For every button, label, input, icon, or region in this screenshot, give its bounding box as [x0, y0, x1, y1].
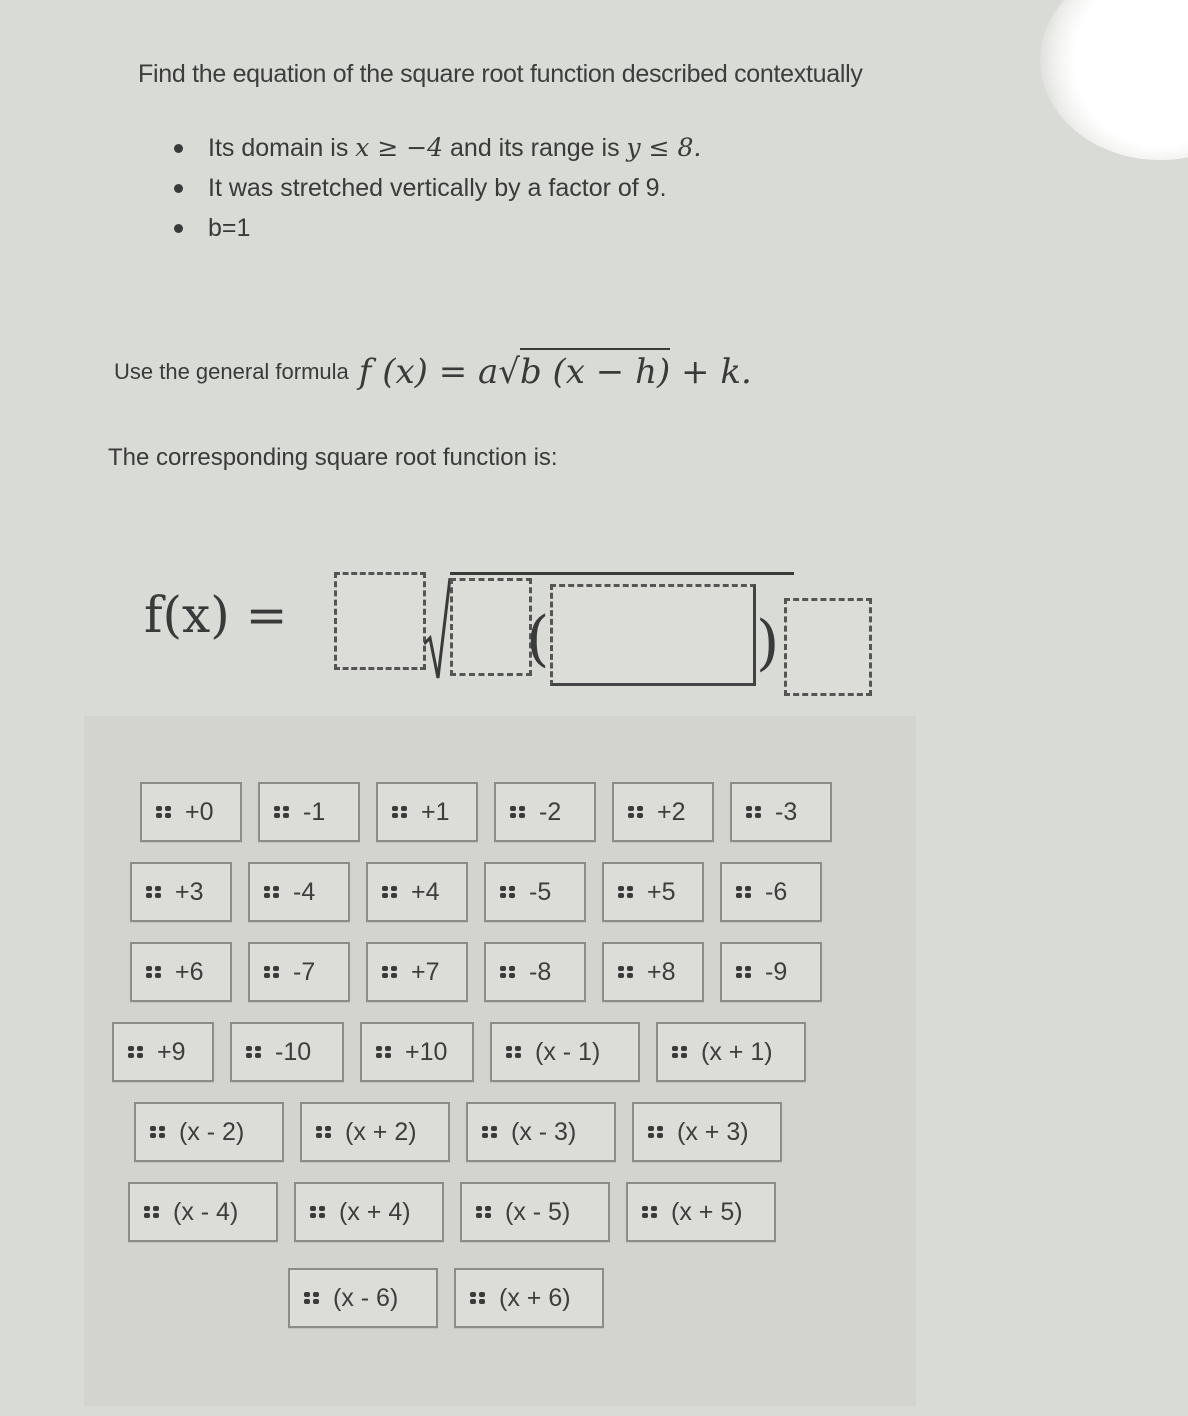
drop-slot-k[interactable]: [784, 598, 872, 696]
formula-expression: f (x) = a√b (x − h) + k.: [359, 352, 752, 392]
radical-bar: [450, 572, 794, 575]
tile-label: -8: [529, 957, 552, 986]
condition-domain-range: Its domain is x ≥ −4 and its range is y ≤ 8.: [172, 128, 701, 168]
drag-handle-icon[interactable]: [316, 1126, 331, 1138]
drag-handle-icon[interactable]: [128, 1046, 143, 1058]
tile-label: +1: [421, 797, 450, 826]
drop-slot-x-minus-h[interactable]: [550, 584, 756, 686]
condition-stretch: It was stretched vertically by a factor of 9.: [172, 168, 701, 208]
drag-handle-icon[interactable]: [510, 806, 525, 818]
open-paren: (: [526, 604, 550, 674]
tile-label: -4: [293, 877, 316, 906]
draggable-tile[interactable]: [130, 862, 232, 922]
formula-prefix: Use the general formula: [114, 359, 349, 384]
drag-handle-icon[interactable]: [156, 806, 171, 818]
range-expression: y ≤ 8.: [626, 133, 702, 162]
draggable-tile[interactable]: [288, 1268, 438, 1328]
draggable-tile[interactable]: [720, 942, 822, 1002]
tile-row: [130, 942, 822, 1002]
drag-handle-icon[interactable]: [264, 886, 279, 898]
tile-label: +10: [405, 1037, 448, 1066]
draggable-tile[interactable]: [602, 862, 704, 922]
tile-bank: [84, 716, 916, 1406]
tile-label: -7: [293, 957, 316, 986]
tile-label: +2: [657, 797, 686, 826]
tile-label: +6: [175, 957, 204, 986]
drag-handle-icon[interactable]: [382, 886, 397, 898]
tile-label: +3: [175, 877, 204, 906]
draggable-tile[interactable]: [258, 782, 360, 842]
draggable-tile[interactable]: [494, 782, 596, 842]
radical-sign-icon: [424, 578, 452, 680]
tile-label: -5: [529, 877, 552, 906]
draggable-tile[interactable]: [612, 782, 714, 842]
tile-label: +7: [411, 957, 440, 986]
domain-expression: x ≥ −4: [355, 133, 444, 162]
draggable-tile[interactable]: [112, 1022, 214, 1082]
drag-handle-icon[interactable]: [146, 886, 161, 898]
drag-handle-icon[interactable]: [506, 1046, 521, 1058]
conditions-list: [172, 128, 701, 248]
tile-label: (x + 3): [677, 1117, 749, 1146]
tile-label: (x - 5): [505, 1197, 571, 1226]
answer-prompt: The corresponding square root function is:: [108, 444, 558, 471]
answer-equation: [144, 558, 904, 688]
tile-label: (x + 1): [701, 1037, 773, 1066]
drag-handle-icon[interactable]: [382, 966, 397, 978]
tile-label: -1: [303, 797, 326, 826]
tile-label: +4: [411, 877, 440, 906]
drag-handle-icon[interactable]: [146, 966, 161, 978]
draggable-tile[interactable]: [248, 942, 350, 1002]
draggable-tile[interactable]: [294, 1182, 444, 1242]
tile-row: [130, 862, 822, 922]
tile-label: -3: [775, 797, 798, 826]
tile-label: +0: [185, 797, 214, 826]
answer-lhs: f(x) =: [144, 586, 288, 644]
screen-glare: [1040, 0, 1188, 160]
close-paren: ): [756, 608, 780, 678]
drag-handle-icon[interactable]: [470, 1292, 485, 1304]
drag-handle-icon[interactable]: [150, 1126, 165, 1138]
draggable-tile[interactable]: [128, 1182, 278, 1242]
drag-handle-icon[interactable]: [376, 1046, 391, 1058]
draggable-tile[interactable]: [484, 862, 586, 922]
draggable-tile[interactable]: [248, 862, 350, 922]
tile-label: +9: [157, 1037, 186, 1066]
drag-handle-icon[interactable]: [392, 806, 407, 818]
tile-label: +5: [647, 877, 676, 906]
draggable-tile[interactable]: [484, 942, 586, 1002]
draggable-tile[interactable]: [366, 942, 468, 1002]
drag-handle-icon[interactable]: [246, 1046, 261, 1058]
tile-label: (x - 6): [333, 1283, 399, 1312]
drag-handle-icon[interactable]: [500, 966, 515, 978]
drag-handle-icon[interactable]: [144, 1206, 159, 1218]
drag-handle-icon[interactable]: [618, 886, 633, 898]
tile-label: -6: [765, 877, 788, 906]
drag-handle-icon[interactable]: [500, 886, 515, 898]
drag-handle-icon[interactable]: [476, 1206, 491, 1218]
tile-label: (x - 3): [511, 1117, 577, 1146]
draggable-tile[interactable]: [466, 1102, 616, 1162]
drop-slot-b[interactable]: [450, 578, 532, 676]
drag-handle-icon[interactable]: [310, 1206, 325, 1218]
draggable-tile[interactable]: [134, 1102, 284, 1162]
tile-label: -9: [765, 957, 788, 986]
drop-slot-a[interactable]: [334, 572, 426, 670]
tile-row: [128, 1182, 776, 1242]
tile-label: (x + 6): [499, 1283, 571, 1312]
tile-label: (x - 2): [179, 1117, 245, 1146]
tile-label: (x + 5): [671, 1197, 743, 1226]
question-title: Find the equation of the square root function described contextually: [138, 60, 863, 88]
tile-label: (x - 1): [535, 1037, 601, 1066]
draggable-tile[interactable]: [300, 1102, 450, 1162]
tile-row: [140, 782, 832, 842]
draggable-tile[interactable]: [360, 1022, 474, 1082]
tile-row: [288, 1268, 604, 1328]
drag-handle-icon[interactable]: [736, 966, 751, 978]
draggable-tile[interactable]: [376, 782, 478, 842]
draggable-tile[interactable]: [720, 862, 822, 922]
drag-handle-icon[interactable]: [746, 806, 761, 818]
draggable-tile[interactable]: [656, 1022, 806, 1082]
tile-label: -10: [275, 1037, 312, 1066]
draggable-tile[interactable]: [230, 1022, 344, 1082]
drag-handle-icon[interactable]: [618, 966, 633, 978]
drag-handle-icon[interactable]: [642, 1206, 657, 1218]
draggable-tile[interactable]: [366, 862, 468, 922]
tile-row: [112, 1022, 806, 1082]
tile-label: (x + 4): [339, 1197, 411, 1226]
draggable-tile[interactable]: [460, 1182, 610, 1242]
tile-label: -2: [539, 797, 562, 826]
tile-label: +8: [647, 957, 676, 986]
drag-handle-icon[interactable]: [304, 1292, 319, 1304]
draggable-tile[interactable]: [730, 782, 832, 842]
drag-handle-icon[interactable]: [264, 966, 279, 978]
general-formula: [114, 352, 752, 392]
drag-handle-icon[interactable]: [736, 886, 751, 898]
tile-label: (x + 2): [345, 1117, 417, 1146]
tile-row: [134, 1102, 782, 1162]
drag-handle-icon[interactable]: [482, 1126, 497, 1138]
draggable-tile[interactable]: [626, 1182, 776, 1242]
tile-label: (x - 4): [173, 1197, 239, 1226]
draggable-tile[interactable]: [130, 942, 232, 1002]
draggable-tile[interactable]: [140, 782, 242, 842]
draggable-tile[interactable]: [602, 942, 704, 1002]
draggable-tile[interactable]: [454, 1268, 604, 1328]
drag-handle-icon[interactable]: [672, 1046, 687, 1058]
drag-handle-icon[interactable]: [628, 806, 643, 818]
condition-b: b=1: [172, 208, 701, 248]
draggable-tile[interactable]: [632, 1102, 782, 1162]
drag-handle-icon[interactable]: [274, 806, 289, 818]
drag-handle-icon[interactable]: [648, 1126, 663, 1138]
draggable-tile[interactable]: [490, 1022, 640, 1082]
